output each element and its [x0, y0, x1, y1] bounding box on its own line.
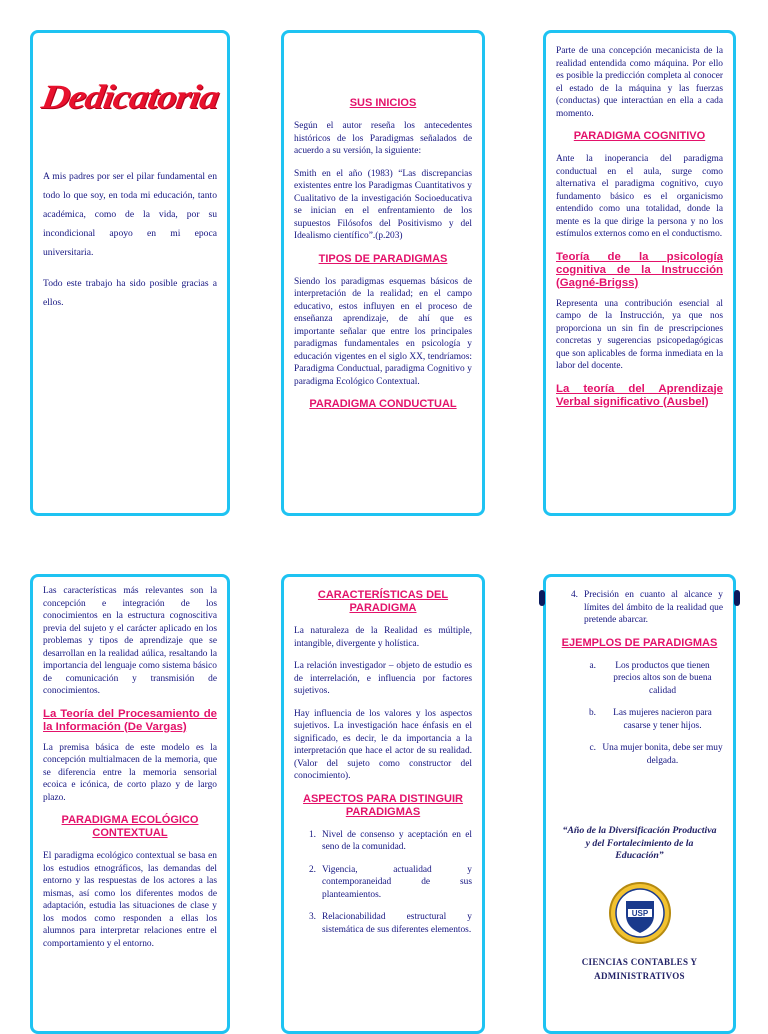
panel-origins: [281, 30, 485, 516]
heading-aspectos-distinguir: ASPECTOS PARA DISTINGUIR PARADIGMAS: [303, 792, 463, 818]
characteristics-paragraph-1: La naturaleza de la Realidad es múltiple, intangible, divergente y holística.: [294, 626, 472, 649]
panel-cognitive: [543, 30, 736, 516]
characteristics-paragraph-3: Hay influencia de los valores y los aspectos sujetivos. La investigación hace énfasis en el significado, es decir, le da importancia a la interpretación que hace el actor de su realidad. (Valor del sujeto como constructor del conocimiento).: [294, 708, 472, 781]
ausbel-paragraph: Las características más relevantes son la concepción e integración de los conocimientos en la estructura cognoscitiva previa del sujeto y el carácter aplicado en los problemas y tipos de aprendizaje que se desarrollan en la realidad aúlica, resaltando la importancia del lenguaje como sistema básico de comunicación y transmisión de conocimientos.: [43, 586, 217, 696]
list-item: 2. Vigencia, actualidad y contemporaneidad de sus planteamientos.: [308, 864, 472, 900]
heading-caracteristicas: CARACTERÍSTICAS DEL PARADIGMA: [317, 589, 449, 614]
faculty-line-1: CIENCIAS CONTABLES Y: [581, 956, 698, 967]
origins-paragraph-1: Según el autor reseña los antecedentes históricos de los Paradigmas señalados de acuerdo a su versión, la siguiente:: [294, 121, 472, 156]
heading-sus-inicios: SUS INICIOS: [349, 97, 417, 109]
heading-procesamiento-informacion: La Teoría del Procesamiento de la Información (De Vargas): [43, 707, 217, 733]
edge-mark-right: [734, 590, 740, 606]
ecological-paragraph: El paradigma ecológico contextual se basa en los estudios etnográficos, las demandas del entorno y las respuestas de los actores a las mismas, así como los diferentes modos de adaptación, estudia las situaciones de clase y los modos como responden a ellas los alumnos para interpretar relaciones entre el comportamiento y el entorno.: [43, 851, 217, 949]
dedication-title: Dedicatoria: [38, 79, 222, 116]
types-paragraph: Siendo los paradigmas esquemas básicos de interpretación de la realidad; en el campo educativo, estos influyen en el proceso de enseñanza aprendizaje, de ahí que es importante señalar que entre los principales paradigmas fundamentales en psicología y educación vigentes en el siglo XX, tendríamos: Paradigma Conductual, paradigma Cognitivo y paradigma Ecológico Contextual.: [294, 276, 472, 387]
heading-gagne-theory: Teoría de la psicología cognitiva de la Instrucción (Gagné-Brigss): [556, 250, 723, 289]
panel-cover: [543, 574, 736, 1034]
gagne-paragraph: Representa una contribución esencial al campo de la Instrucción, ya que nos proporciona un sin fin de prescripciones concretas y sugerencias psicopedagógicas que son aplicables de forma inmediata en la labor del docente.: [556, 298, 723, 371]
characteristics-paragraph-2: La relación investigador – objeto de estudio es de interrelación, e influencia por factores sujetivos.: [294, 661, 472, 696]
examples-list: [556, 660, 723, 768]
list-item: c. Una mujer bonita, debe ser muy delgada.: [589, 743, 723, 766]
heading-paradigma-cognitivo: PARADIGMA COGNITIVO: [573, 130, 706, 142]
panel-dedication: [30, 30, 230, 516]
processing-paragraph: La premisa básica de este modelo es la concepción multialmacen de la memoria, que se diferencia entre la memoria sensorial ecoica e icónica, de corto plazo y de largo plazo.: [43, 742, 217, 803]
dedication-paragraph-2: Todo este trabajo ha sido posible gracias a ellos.: [43, 278, 217, 308]
year-motto: “Año de la Diversificación Productiva y del Fortalecimiento de la Educación”: [562, 825, 717, 861]
list-item: 1. Nivel de consenso y aceptación en el seno de la comunidad.: [308, 829, 472, 852]
faculty-line-2: ADMINISTRATIVOS: [594, 970, 685, 981]
behavioral-paragraph: Parte de una concepción mecanicista de la realidad entendida como máquina. Por ello es posible la predicción completa al conocer el estado de la máquina y las fuerzas (conductas) que interactúan en ella a cada momento.: [556, 46, 723, 119]
panel-characteristics: [281, 574, 485, 1034]
heading-paradigma-ecologico: PARADIGMA ECOLÓGICO CONTEXTUAL: [61, 814, 199, 839]
heading-paradigma-conductual: PARADIGMA CONDUCTUAL: [309, 398, 457, 410]
seal-text: USP: [631, 908, 648, 918]
list-item: 4. Precisión en cuanto al alcance y límites del ámbito de la realidad que pretende abarcar.: [570, 590, 723, 625]
aspects-list: [294, 829, 472, 937]
list-item: a. Los productos que tienen precios altos son de buena calidad: [589, 660, 712, 696]
list-item: b. Las mujeres nacieron para casarse y tener hijos.: [588, 708, 712, 731]
panel-information-processing: [30, 574, 230, 1034]
list-item: 3. Relacionabilidad estructural y sistemática de sus diferentes elementos.: [308, 912, 472, 935]
heading-ejemplos: EJEMPLOS DE PARADIGMAS: [561, 636, 718, 649]
origins-paragraph-2: Smith en el año (1983) “Las discrepancias existentes entre los Paradigmas Cuantitativos y Cualitativo de la investigación Socioeducativa se inician en el enfrentamiento de los supuestos Filósofos del Positivismo y del Idealismo científico”.(p.203): [294, 168, 472, 241]
heading-tipos-paradigmas: TIPOS DE PARADIGMAS: [318, 252, 448, 265]
dedication-paragraph-1: A mis padres por ser el pilar fundamental en todo lo que soy, en toda mi educación, tanto académica, como de la vida, por su incondicional apoyo en mi epoca universitaria.: [43, 171, 217, 258]
heading-ausbel-theory: La teoría del Aprendizaje Verbal significativo (Ausbel): [556, 382, 723, 408]
university-seal-icon: [608, 881, 672, 945]
cognitive-paragraph: Ante la inoperancia del paradigma conductual en el aula, surge como alternativa el paradigma cognitivo, cuyo fundamento básico es el organicismo entendido como una totalidad, donde la mente es la que dirige la persona y no los estímulos externos como en el conductismo.: [556, 154, 723, 239]
edge-mark-left: [539, 590, 545, 606]
